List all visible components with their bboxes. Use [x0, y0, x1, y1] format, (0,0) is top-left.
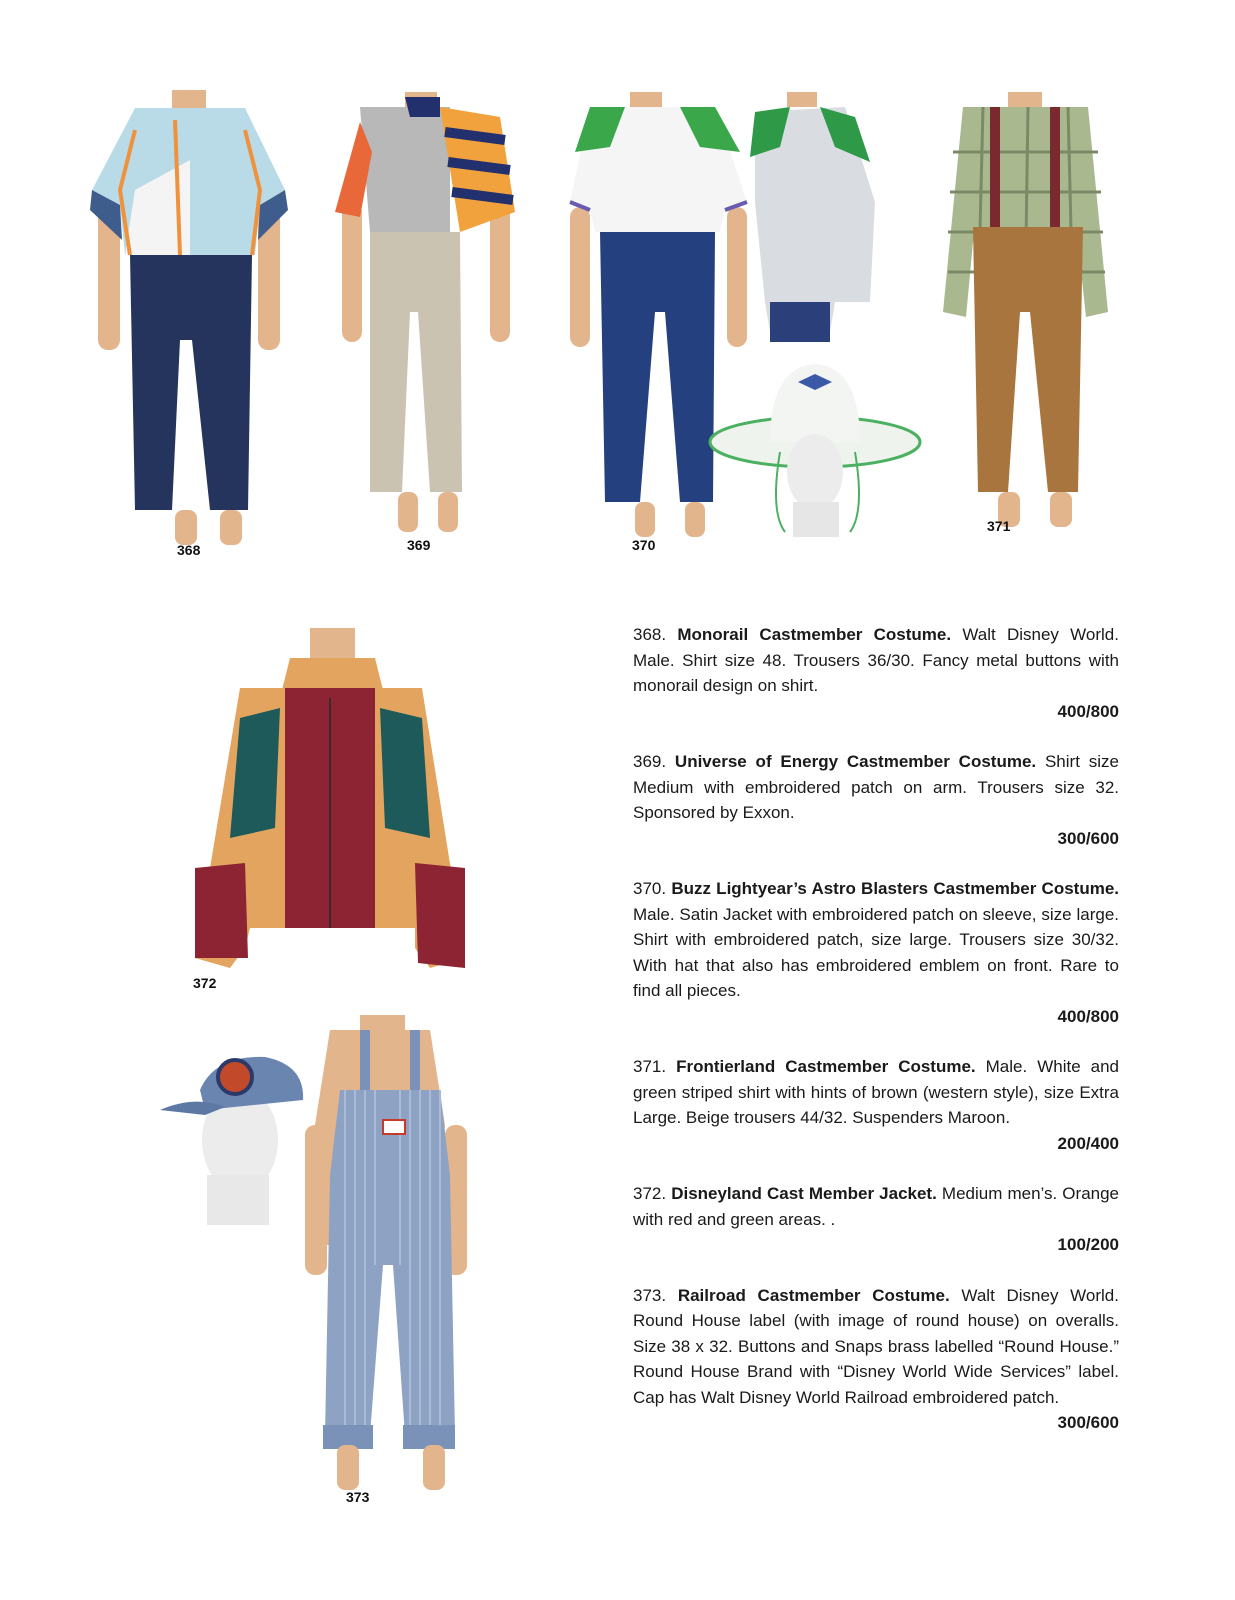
lot-373 [633, 1283, 1119, 1436]
lot-estimate: 200/400 [1057, 1133, 1119, 1153]
photo-lot-370 [565, 92, 925, 542]
lot-number: 369. [633, 752, 667, 771]
lot-title: Buzz Lightyear’s Astro Blasters Castmember Costume. [671, 879, 1119, 898]
photo-label-373: 373 [346, 1489, 370, 1505]
lot-number: 370. [633, 879, 667, 898]
lot-title: Monorail Castmember Costume. [677, 625, 952, 644]
photo-lot-371 [938, 92, 1113, 532]
lot-text: Male. White and green striped shirt with hints of brown (western style), size Extra Large. Beige trousers 44/32. Suspenders Maroon. [633, 1057, 1119, 1127]
lot-title: Frontierland Castmember Costume. [676, 1057, 976, 1076]
lot-text: Male. Satin Jacket with embroidered patch on sleeve, size large. Shirt with embroidered patch, size large. Trousers size 30/32. With hat that also has embroidered emblem on front. Rare to find all pieces. [633, 904, 1119, 1000]
lot-estimate: 400/800 [1057, 1006, 1119, 1026]
lot-text: Shirt size Medium with embroidered patch on arm. Trousers size 32. Sponsored by Exxon. [633, 752, 1119, 822]
photo-lot-369 [330, 92, 520, 542]
photo-lot-372 [190, 628, 470, 978]
lot-text: Walt Disney World. Round House label (with image of round house) on overalls. Size 38 x 32. Buttons and Snaps brass labelled “Round House.” Round House Brand with “Disney World Wide Services” label. Cap has Walt Disney World Railroad embroidered patch. [633, 1285, 1119, 1407]
photo-label-369: 369 [407, 537, 431, 553]
lot-number: 373. [633, 1285, 667, 1305]
lot-estimate: 400/800 [1057, 701, 1119, 721]
lot-estimate: 300/600 [1057, 828, 1119, 848]
photo-label-372: 372 [193, 975, 217, 991]
lot-descriptions [633, 622, 1119, 1436]
lot-370 [633, 876, 1119, 1029]
lot-372 [633, 1181, 1119, 1258]
lot-368 [633, 622, 1119, 724]
photo-label-370: 370 [632, 537, 656, 553]
lot-text: Medium men’s. Orange with red and green areas. . [633, 1184, 1120, 1229]
lot-estimate: 100/200 [1057, 1235, 1119, 1254]
photo-lot-373 [155, 1015, 495, 1495]
lot-title: Railroad Castmember Costume. [677, 1285, 950, 1305]
lot-text: Walt Disney World. Male. Shirt size 48. Trousers 36/30. Fancy metal buttons with monorail design on shirt. [633, 625, 1119, 695]
lot-estimate: 300/600 [1057, 1413, 1119, 1432]
lot-371 [633, 1054, 1119, 1156]
lot-number: 371. [633, 1057, 667, 1076]
lot-title: Universe of Energy Castmember Costume. [674, 752, 1037, 771]
lot-title: Disneyland Cast Member Jacket. [671, 1184, 937, 1203]
lot-369 [633, 749, 1119, 851]
photo-lot-368 [80, 90, 300, 550]
lot-number: 372. [633, 1184, 667, 1203]
photo-label-368: 368 [177, 542, 201, 558]
photo-label-371: 371 [987, 518, 1011, 534]
lot-number: 368. [633, 625, 667, 644]
